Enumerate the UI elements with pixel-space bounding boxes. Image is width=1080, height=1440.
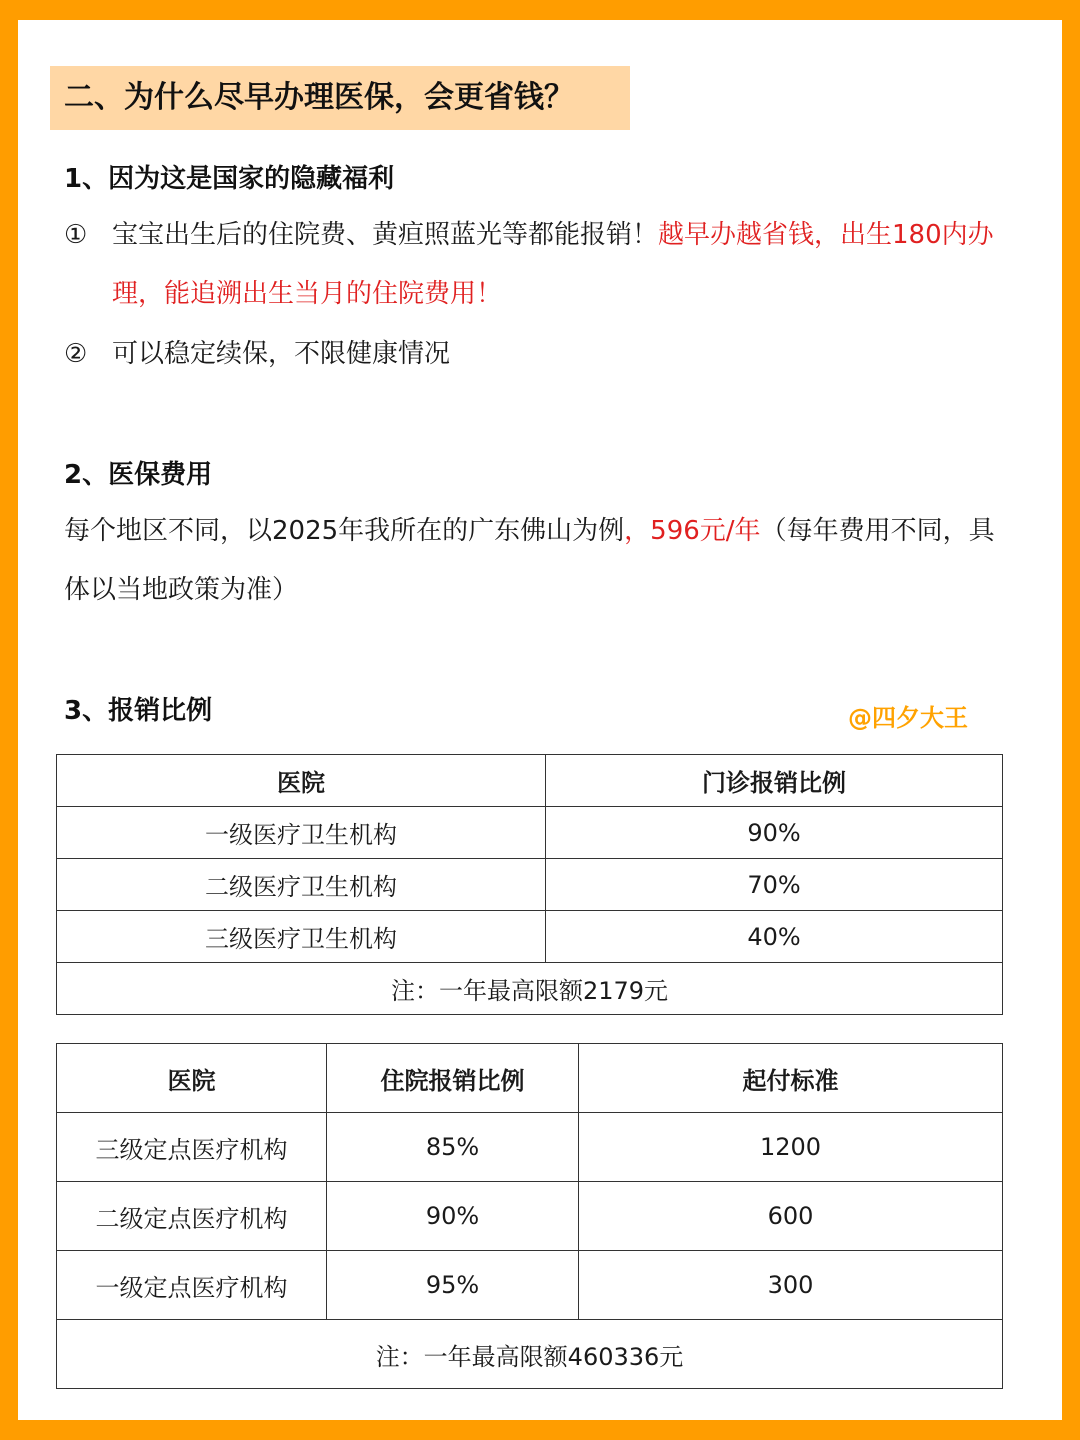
table-row: [57, 1113, 1003, 1182]
table-cell: 300: [579, 1251, 1003, 1320]
table-row: [57, 1251, 1003, 1320]
cost-highlight: ，596元/年: [624, 516, 761, 546]
inpatient-table: [56, 1043, 1003, 1389]
table-cell: 95%: [327, 1251, 579, 1320]
table-cell: 一级医疗卫生机构: [57, 807, 546, 859]
list-item-1-body: 宝宝出生后的住院费、黄疸照蓝光等都能报销！: [112, 220, 659, 250]
list-item-1: [64, 206, 1004, 324]
table-row: [57, 1182, 1003, 1251]
page-card: [18, 20, 1062, 1420]
table-row: [57, 807, 1003, 859]
table-cell: 二级医疗卫生机构: [57, 859, 546, 911]
section3-heading: 3、报销比例: [64, 696, 213, 726]
table-cell: 90%: [546, 807, 1003, 859]
list-item-2: [64, 325, 1004, 384]
table-note: 注：一年最高限额2179元: [57, 963, 1003, 1015]
table-cell: 三级定点医疗机构: [57, 1113, 327, 1182]
table-header-cell: 医院: [57, 755, 546, 807]
page-title: 二、为什么尽早办理医保，会更省钱？: [50, 66, 630, 130]
list-item-2-text: 可以稳定续保，不限健康情况: [112, 339, 451, 369]
table-header-cell: 住院报销比例: [327, 1044, 579, 1113]
table-cell: 1200: [579, 1113, 1003, 1182]
section1-heading: 1、因为这是国家的隐藏福利: [64, 164, 395, 194]
list-item-1-highlight: 越早办越省钱，出生180内办理，能追溯出生当月的住院费用！: [112, 220, 994, 309]
list-item-1-text: [112, 206, 1004, 324]
outpatient-table: [56, 754, 1003, 1015]
table-cell: 三级医疗卫生机构: [57, 911, 546, 963]
author-watermark: @四夕大王: [848, 704, 968, 732]
table-note-row: [57, 963, 1003, 1015]
cost-text-after: （每年费用不同，具体以当地政策为准）: [64, 516, 995, 605]
table-cell: 二级定点医疗机构: [57, 1182, 327, 1251]
table-header-cell: 起付标准: [579, 1044, 1003, 1113]
table-cell: 85%: [327, 1113, 579, 1182]
table-cell: 40%: [546, 911, 1003, 963]
table-header-cell: 医院: [57, 1044, 327, 1113]
table-cell: 70%: [546, 859, 1003, 911]
table-cell: 600: [579, 1182, 1003, 1251]
table-note-row: [57, 1320, 1003, 1389]
table-header-cell: 门诊报销比例: [546, 755, 1003, 807]
table-cell: 一级定点医疗机构: [57, 1251, 327, 1320]
section2-heading: 2、医保费用: [64, 460, 213, 490]
circled-number-2: ②: [64, 339, 88, 369]
table-note: 注：一年最高限额460336元: [57, 1320, 1003, 1389]
circled-number-1: ①: [64, 220, 88, 250]
table-row: [57, 911, 1003, 963]
table-header-row: [57, 1044, 1003, 1113]
cost-paragraph: [64, 502, 1014, 620]
table-row: [57, 859, 1003, 911]
cost-text-before: 每个地区不同，以2025年我所在的广东佛山为例: [64, 516, 625, 546]
table-header-row: [57, 755, 1003, 807]
table-cell: 90%: [327, 1182, 579, 1251]
